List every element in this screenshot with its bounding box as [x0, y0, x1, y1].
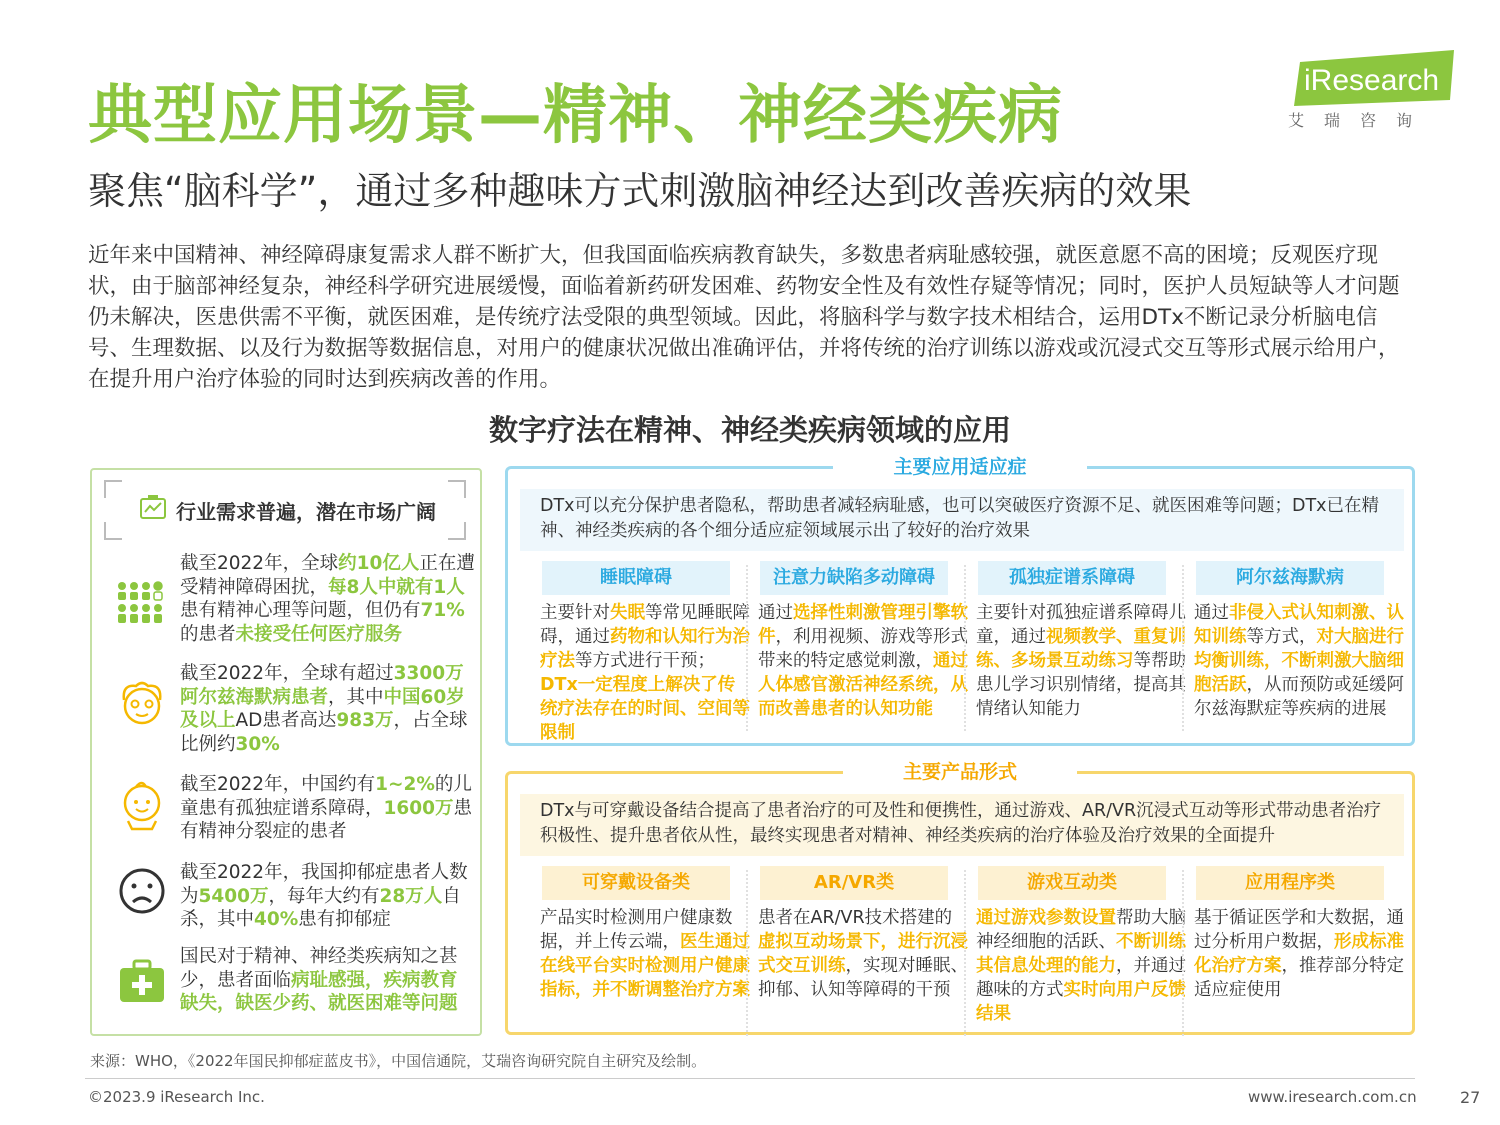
child-face-icon	[114, 775, 170, 831]
plain-text: ，推荐部分特定适应症使用	[1194, 956, 1404, 1000]
highlight-text: 3300万阿尔兹海默病患者	[180, 663, 464, 708]
medical-kit-icon	[114, 953, 170, 1009]
indications-panel	[505, 456, 1415, 746]
highlight-text: 40%	[254, 909, 299, 930]
plain-text: 帮助大脑神经细胞的活跃、	[976, 908, 1186, 952]
logo-subtext: 艾瑞咨询	[1288, 111, 1433, 130]
highlight-text: 失眠	[610, 603, 645, 623]
highlight-text: 每8人中就有1人	[328, 576, 465, 598]
highlight-text: 选择性刺激管理引擎软件	[758, 603, 968, 647]
highlight-text: 医生通过在线平台实时检测用户健康指标，并不断调整治疗方案	[540, 932, 750, 1000]
highlight-text: 病耻感强，疾病教育缺失，缺医少药、就医困难等问题	[180, 969, 458, 1014]
stat-text	[180, 552, 476, 646]
highlight-text: 71%	[420, 600, 465, 621]
indication-label: 注意力缺陷多动障碍	[760, 561, 948, 595]
page-title: 典型应用场景—精神、神经类疾病	[88, 79, 1063, 153]
plain-text: 通过	[1194, 603, 1229, 623]
highlight-text: 约10亿人	[338, 553, 420, 574]
highlight-text: 形成标准化治疗方案	[1194, 932, 1404, 976]
plain-text: ，并通过趣味的方式	[976, 956, 1186, 1000]
plain-text: 基于循证医学和大数据，通过分析用户数据，	[1194, 908, 1404, 952]
indication-alzheimer	[1194, 561, 1404, 721]
plain-text: 的儿童患有孤独症谱系障碍，	[180, 774, 472, 819]
plain-text: 等常见睡眠障碍，通过	[540, 603, 750, 647]
plain-text: 通过	[758, 603, 793, 623]
product-arvr	[758, 866, 968, 1002]
product-text	[758, 906, 968, 1002]
plain-text: 主要针对孤独症谱系障碍儿童，通过	[976, 603, 1186, 647]
stat-text	[180, 861, 476, 932]
plain-text: AD患者高达	[235, 710, 337, 731]
indication-label: 睡眠障碍	[542, 561, 730, 595]
indications-label: 主要应用适应症	[833, 456, 1086, 478]
products-label: 主要产品形式	[843, 761, 1077, 783]
plain-text: ，占全球比例约	[180, 710, 468, 755]
highlight-text: 药物和认知行为治疗法	[540, 627, 750, 671]
product-label: AR/VR类	[760, 866, 948, 900]
plain-text: 患有精神心理等问题，但仍有	[180, 600, 421, 621]
logo-mark	[1282, 48, 1457, 108]
plain-text: 患有抑郁症	[298, 909, 391, 930]
plain-text: ，从而预防或延缓阿尔兹海默症等疾病的进展	[1194, 675, 1404, 719]
page-subtitle: 聚焦“脑科学”，通过多种趣味方式刺激脑神经达到改善疾病的效果	[88, 169, 1192, 213]
plain-text: 患者在AR/VR技术搭建的	[758, 908, 953, 928]
plain-text: 截至2022年，中国约有	[180, 774, 376, 795]
elderly-face-icon	[114, 676, 170, 732]
iresearch-logo	[1282, 48, 1457, 133]
indication-text	[758, 601, 968, 721]
highlight-text: 通过游戏参数设置	[976, 908, 1116, 928]
plain-text: 患有精神分裂症的患者	[180, 797, 473, 842]
product-text	[976, 906, 1186, 1026]
product-text	[540, 906, 750, 1002]
plain-text: 截至2022年，全球	[180, 553, 339, 574]
indication-label: 孤独症谱系障碍	[978, 561, 1166, 595]
plain-text: 国民对于精神、神经类疾病知之甚少，患者面临	[180, 946, 458, 991]
products-panel	[505, 761, 1415, 1035]
plain-text: ，利用视频、游戏等形式带来的特定感觉刺激，	[758, 627, 968, 671]
plain-text: ，每年大约有	[268, 885, 380, 907]
highlight-text: 1600万	[383, 797, 454, 819]
plain-text: ，实现对睡眠、抑郁、认知等障碍的干预	[758, 956, 968, 1000]
highlight-text: 实时向用户反馈结果	[976, 980, 1186, 1024]
products-description: DTx与可穿戴设备结合提高了患者治疗的可及性和便携性，通过游戏、AR/VR沉浸式互动等形式带动患者治疗积极性、提升患者依从性，最终实现患者对精神、神经类疾病的治疗体验及治疗效果的全面提升	[520, 794, 1404, 856]
indication-text	[976, 601, 1186, 721]
product-wearable	[540, 866, 750, 1002]
highlight-text: 不断训练其信息处理的能力	[976, 932, 1186, 976]
indication-sleep	[540, 561, 750, 745]
people-group-icon	[114, 572, 170, 628]
plain-text: 产品实时检测用户健康数据，并上传云端，	[540, 908, 733, 952]
highlight-text: 虚拟互动场景下，进行沉浸式交互训练	[758, 932, 968, 976]
copyright: ©2023.9 iResearch Inc.	[88, 1088, 265, 1106]
highlight-text: 28万人	[379, 885, 443, 907]
highlight-text: 对大脑进行均衡训练，不断刺激大脑细胞活跃	[1194, 627, 1404, 695]
plain-text: ，其中	[328, 686, 384, 708]
highlight-text: DTx一定程度上解决了传统疗法存在的时间、空间等限制	[540, 675, 750, 743]
highlight-text: 30%	[235, 733, 280, 755]
plain-text: 截至2022年，我国抑郁症患者人数为	[180, 862, 468, 907]
sad-face-icon	[114, 863, 170, 919]
product-game	[976, 866, 1186, 1026]
stat-text	[180, 662, 476, 756]
indication-adhd	[758, 561, 968, 721]
product-app	[1194, 866, 1404, 1002]
highlight-text: 983万	[336, 710, 394, 731]
plain-text: 主要针对	[540, 603, 610, 623]
indication-text	[540, 601, 750, 745]
stat-text	[180, 945, 476, 1016]
highlight-text: 5400万	[198, 885, 269, 907]
highlight-text: 通过人体感官激活神经系统，从而改善患者的认知功能	[758, 651, 968, 719]
plain-text: 的患者	[180, 623, 236, 645]
product-label: 应用程序类	[1196, 866, 1384, 900]
highlight-text: 未接受任何医疗服务	[235, 623, 403, 645]
page-number: 27	[1460, 1088, 1481, 1107]
logo-text: iResearch	[1304, 64, 1440, 97]
demand-panel	[90, 468, 482, 1036]
highlight-text: 中国60岁及以上	[180, 686, 465, 731]
product-label: 可穿戴设备类	[542, 866, 730, 900]
stat-text	[180, 773, 476, 844]
highlight-text: 视频教学、重复训练、多场景互动练习	[976, 627, 1186, 671]
product-text	[1194, 906, 1404, 1002]
plain-text: 正在遭受精神障碍困扰，	[180, 553, 475, 598]
highlight-text: 非侵入式认知刺激、认知训练	[1194, 603, 1404, 647]
indication-label: 阿尔兹海默病	[1196, 561, 1384, 595]
plain-text: 自杀，其中	[180, 885, 461, 930]
plain-text: 等帮助患儿学习识别情绪，提高其情绪认知能力	[976, 651, 1186, 719]
website-link[interactable]: www.iresearch.com.cn	[1248, 1088, 1417, 1106]
demand-panel-heading: 行业需求普遍，潜在市场广阔	[176, 500, 436, 524]
chart-monitor-icon	[138, 494, 168, 524]
footer-divider	[85, 1078, 1415, 1079]
plain-text: 等方式进行干预；	[575, 651, 715, 671]
product-label: 游戏互动类	[978, 866, 1166, 900]
plain-text: 等方式，	[1246, 627, 1317, 647]
indication-autism	[976, 561, 1186, 721]
indications-description: DTx可以充分保护患者隐私，帮助患者减轻病耻感，也可以突破医疗资源不足、就医困难等问题；DTx已在精神、神经类疾病的各个细分适应症领域展示出了较好的治疗效果	[520, 489, 1404, 551]
section-title: 数字疗法在精神、神经类疾病领域的应用	[488, 413, 1011, 447]
intro-paragraph: 近年来中国精神、神经障碍康复需求人群不断扩大，但我国面临疾病教育缺失，多数患者病耻感较强，就医意愿不高的困境；反观医疗现状，由于脑部神经复杂，神经科学研究进展缓慢，面临着新药研发困难、药物安全性及有效性存疑等情况；同时，医护人员短缺等人才问题仍未解决，医患供需不平衡，就医困难，是传统疗法受限的典型领域。因此，将脑科学与数字技术相结合，运用DTx不断记录分析脑电信号、生理数据、以及行为数据等数据信息，对用户的健康状况做出准确评估，并将传统的治疗训练以游戏或沉浸式交互等形式展示给用户，在提升用户治疗体验的同时达到疾病改善的作用。	[88, 243, 1400, 392]
indication-text	[1194, 601, 1404, 721]
demand-panel-header	[104, 480, 466, 540]
plain-text: 截至2022年，全球有超过	[180, 663, 394, 684]
highlight-text: 1~2%	[375, 774, 435, 795]
source-note: 来源：WHO，《2022年国民抑郁症蓝皮书》，中国信通院，艾瑞咨询研究院自主研究及绘制。	[90, 1052, 707, 1070]
